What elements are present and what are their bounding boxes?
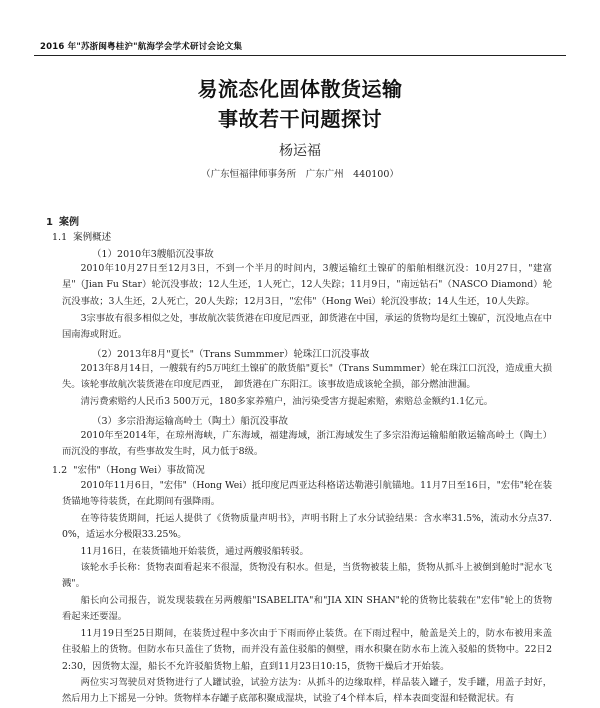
- case-3-paragraph-1: 2010年至2014年，在琼州海峡，广东海域，福建海域，浙江海域发生了多宗沿海运输船舶散运输高岭土（陶土）而沉没的事故，有些事故发生时，风力低于8级。: [62, 430, 552, 458]
- author: 杨运福: [279, 143, 321, 159]
- paper-title-line-1: 易流态化固体散货运输: [197, 77, 403, 101]
- running-head: 2016 年"苏浙闽粤桂沪"航海学会学术研讨会论文集: [40, 42, 243, 52]
- case-1-heading: （1）2010年3艘船沉没事故: [92, 249, 214, 260]
- hongwei-paragraph-5: 船长向公司报告，说发现装载在另两艘船"ISABELITA"和"JIA XIN SHAN"轮的货物比装载在"宏伟"轮上的货物看起来还要湿。: [62, 595, 552, 623]
- case-2-heading: （2）2013年8月"夏长"（Trans Summmer）轮珠江口沉没事故: [92, 349, 370, 360]
- subsection-heading-1-1: [52, 229, 111, 243]
- section-number: 1: [46, 217, 53, 228]
- hongwei-paragraph-2: 在等待装货期间，托运人提供了《货物质量声明书》，声明书附上了水分试验结果：含水率31.5%，流动水分点37.0%，适运水分极限33.25%。: [62, 513, 552, 541]
- subsection-title: 案例概述: [73, 232, 112, 243]
- section-heading-1: [46, 213, 79, 228]
- case-1-paragraph-1: 2010年10月27日至12月3日，不到一个半月的时间内，3艘运输红土镍矿的船舶相继沉没：10月27日，"建富星"（Jian Fu Star）轮沉没事故；12人生还，1人死亡，12人失踪；11月9日，"南远钻石"（NASCO Diamond）轮沉没事故；3人生还，2人死亡，20人失踪；12月3日，"宏伟"（Hong Wei）轮沉没事故；14人生还，10人失踪。: [62, 263, 552, 307]
- header-rule: [34, 55, 566, 56]
- case-1-paragraph-2: 3宗事故有很多相似之处，事故航次装货港在印度尼西亚，卸货港在中国，承运的货物均是红土镍矿，沉没地点在中国南海或附近。: [62, 313, 552, 341]
- section-title: 案例: [58, 217, 79, 228]
- hongwei-paragraph-1: 2010年11月6日，"宏伟"（Hong Wei）抵印度尼西亚达科格诺达勒港引航锚地。11月7日至16日，"宏伟"轮在装货锚地等待装货，在此期间有强降雨。: [62, 480, 552, 508]
- subsection-heading-1-2: [52, 462, 205, 476]
- affiliation: （广东恒福律师事务所 广东广州 440100）: [201, 169, 399, 180]
- hongwei-paragraph-7: 两位实习驾驶员对货物进行了人罐试验，试验方法为：从抓斗的边缘取样，样品装入罐子，发手罐，用盖子封好，然后用力上下摇晃一分钟。货物样本存罐子底部积聚成湿块，试验了4个样本后，样本表面变湿和轻微泥状。有: [62, 677, 552, 705]
- case-2-paragraph-2: 清污费索赔约人民币3 500万元，180多家养殖户，油污染受害方提起索赔，索赔总金额约1.1亿元。: [80, 396, 494, 407]
- hongwei-paragraph-4: 该轮水手长称：货物表面看起来不很湿，货物没有积水。但是，当货物被装上船，货物从抓斗上被倒到舱时"泥水飞溅"。: [62, 562, 552, 590]
- subsection-title: "宏伟"（Hong Wei）事故简况: [73, 465, 205, 476]
- subsection-number: 1.1: [52, 232, 68, 243]
- hongwei-paragraph-6: 11月19日至25日期间，在装货过程中多次由于下雨而停止装货。在下雨过程中，舱盖是关上的，防水布被用来盖住驳船上的货物。但防水布只盖住了货物，而并没有盖住驳船的侧壁，雨水积聚在防水布上流入驳船的货物中。22日22:30，因货物太湿，船长不允许驳船货物上船，直到11月23日10:15，货物干燥后才开始装。: [62, 628, 552, 672]
- paper-title-line-2: 事故若干问题探讨: [218, 107, 382, 131]
- subsection-number: 1.2: [52, 465, 68, 476]
- hongwei-paragraph-3: 11月16日，在装货锚地开始装货，通过两艘驳船转驳。: [80, 546, 309, 557]
- case-2-paragraph-1: 2013年8月14日，一艘载有约5万吨红土镍矿的散货船"夏长"（Trans Summmer）轮在珠江口沉没，造成重大损失。该轮事故航次装货港在印度尼西亚， 卸货港在广东阳江。该事故造成该轮全损，部分燃油泄漏。: [62, 363, 552, 391]
- case-3-heading: （3）多宗沿海运输高岭土（陶土）船沉没事故: [92, 416, 289, 427]
